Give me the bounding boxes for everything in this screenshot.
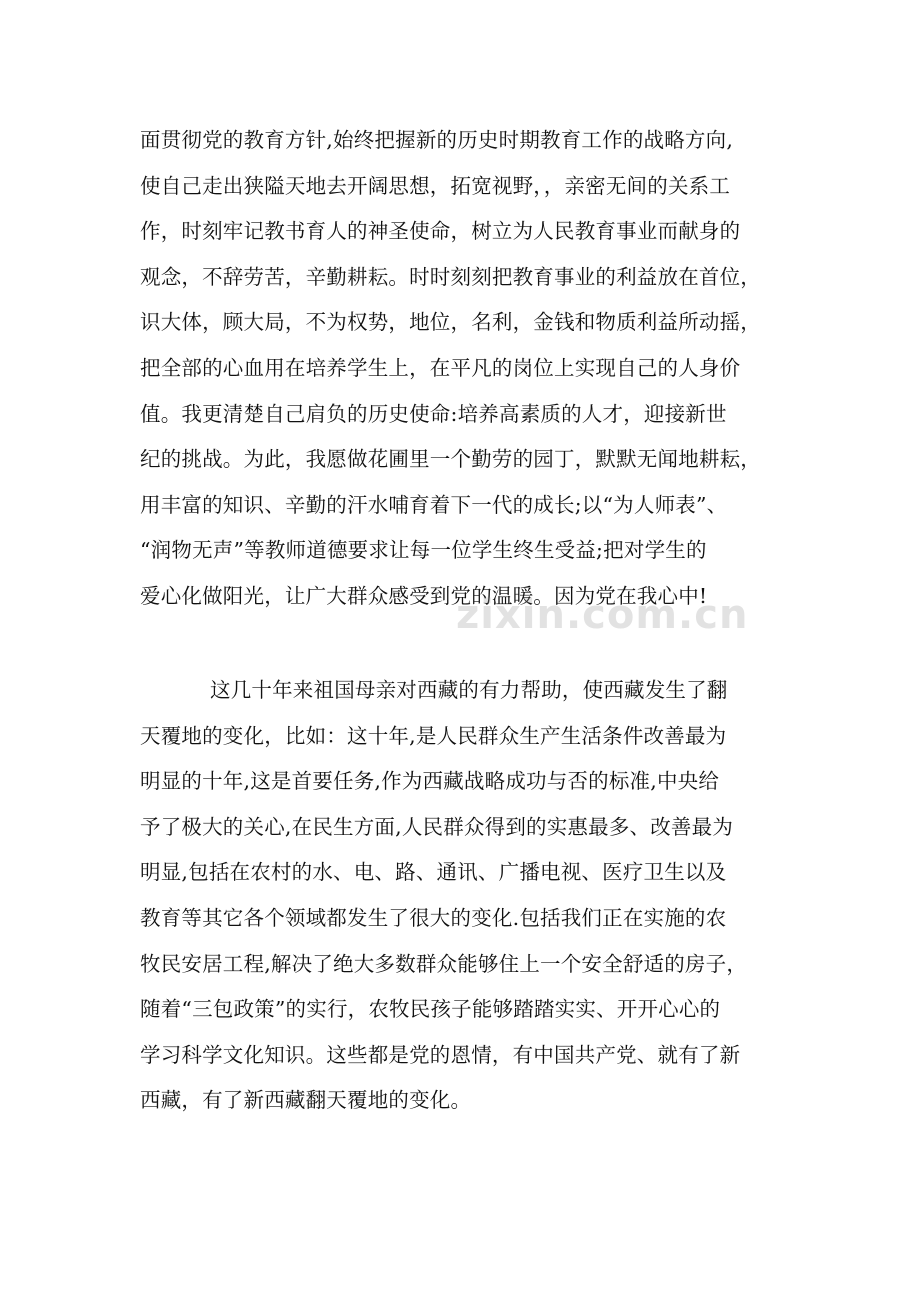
text-line: 教育等其它各个领域都发生了很大的变化.包括我们正在实施的农	[140, 905, 727, 930]
text-line: 面贯彻党的教育方针,始终把握新的历史时期教育工作的战略方向,	[140, 128, 734, 152]
text-line-indented: 这几十年来祖国母亲对西藏的有力帮助，使西藏发生了翻	[210, 678, 728, 702]
text-line: 使自己走出狭隘天地去开阔思想，拓宽视野，，亲密无间的关系工	[140, 173, 731, 198]
text-line: 牧民安居工程,解决了绝大多数群众能够住上一个安全舒适的房子，	[140, 951, 748, 976]
paragraph-2	[140, 668, 790, 1124]
text-line: 把全部的心血用在培养学生上，在平凡的岗位上实现自己的人身价	[140, 355, 741, 380]
text-line: 明显的十年,这是首要任务,作为西藏战略成功与否的标准,中央给	[140, 769, 720, 794]
text-line: 学习科学文化知识。这些都是党的恩情，有中国共产党、就有了新	[140, 1042, 741, 1067]
paragraph-1	[140, 118, 790, 620]
text-line: 作，时刻牢记教书育人的神圣使命，树立为人民教育事业而献身的	[140, 219, 741, 244]
text-line: 西藏，有了新西藏翻天覆地的变化。	[140, 1088, 472, 1113]
text-line: 纪的挑战。为此，我愿做花圃里一个勤劳的园丁，默默无闻地耕耘，	[140, 447, 761, 472]
text-line: 天覆地的变化，比如：这十年,是人民群众生产生活条件改善最为	[140, 723, 727, 748]
text-line: 识大体，顾大局，不为权势，地位，名利，金钱和物质利益所动摇，	[140, 310, 761, 335]
text-line: 用丰富的知识、辛勤的汗水哺育着下一代的成长;以“为人师表”、	[140, 492, 728, 517]
watermark: zixin.com.cn	[456, 592, 749, 638]
text-line: “润物无声”等教师道德要求让每一位学生终生受益;把对学生的	[140, 538, 707, 563]
text-line: 值。我更清楚自己肩负的历史使命:培养高素质的人才，迎接新世	[140, 401, 727, 426]
text-line: 观念，不辞劳苦，辛勤耕耘。时时刻刻把教育事业的利益放在首位，	[140, 264, 761, 289]
text-line: 予了极大的关心,在民生方面,人民群众得到的实惠最多、改善最为	[140, 814, 734, 839]
text-line: 明显,包括在农村的水、电、路、通讯、广播电视、医疗卫生以及	[140, 860, 727, 885]
text-line: 爱心化做阳光，让广大群众感受到党的温暖。因为党在我心中!	[140, 583, 708, 608]
text-line: 随着“三包政策”的实行，农牧民孩子能够踏踏实实、开开心心的	[140, 997, 721, 1022]
